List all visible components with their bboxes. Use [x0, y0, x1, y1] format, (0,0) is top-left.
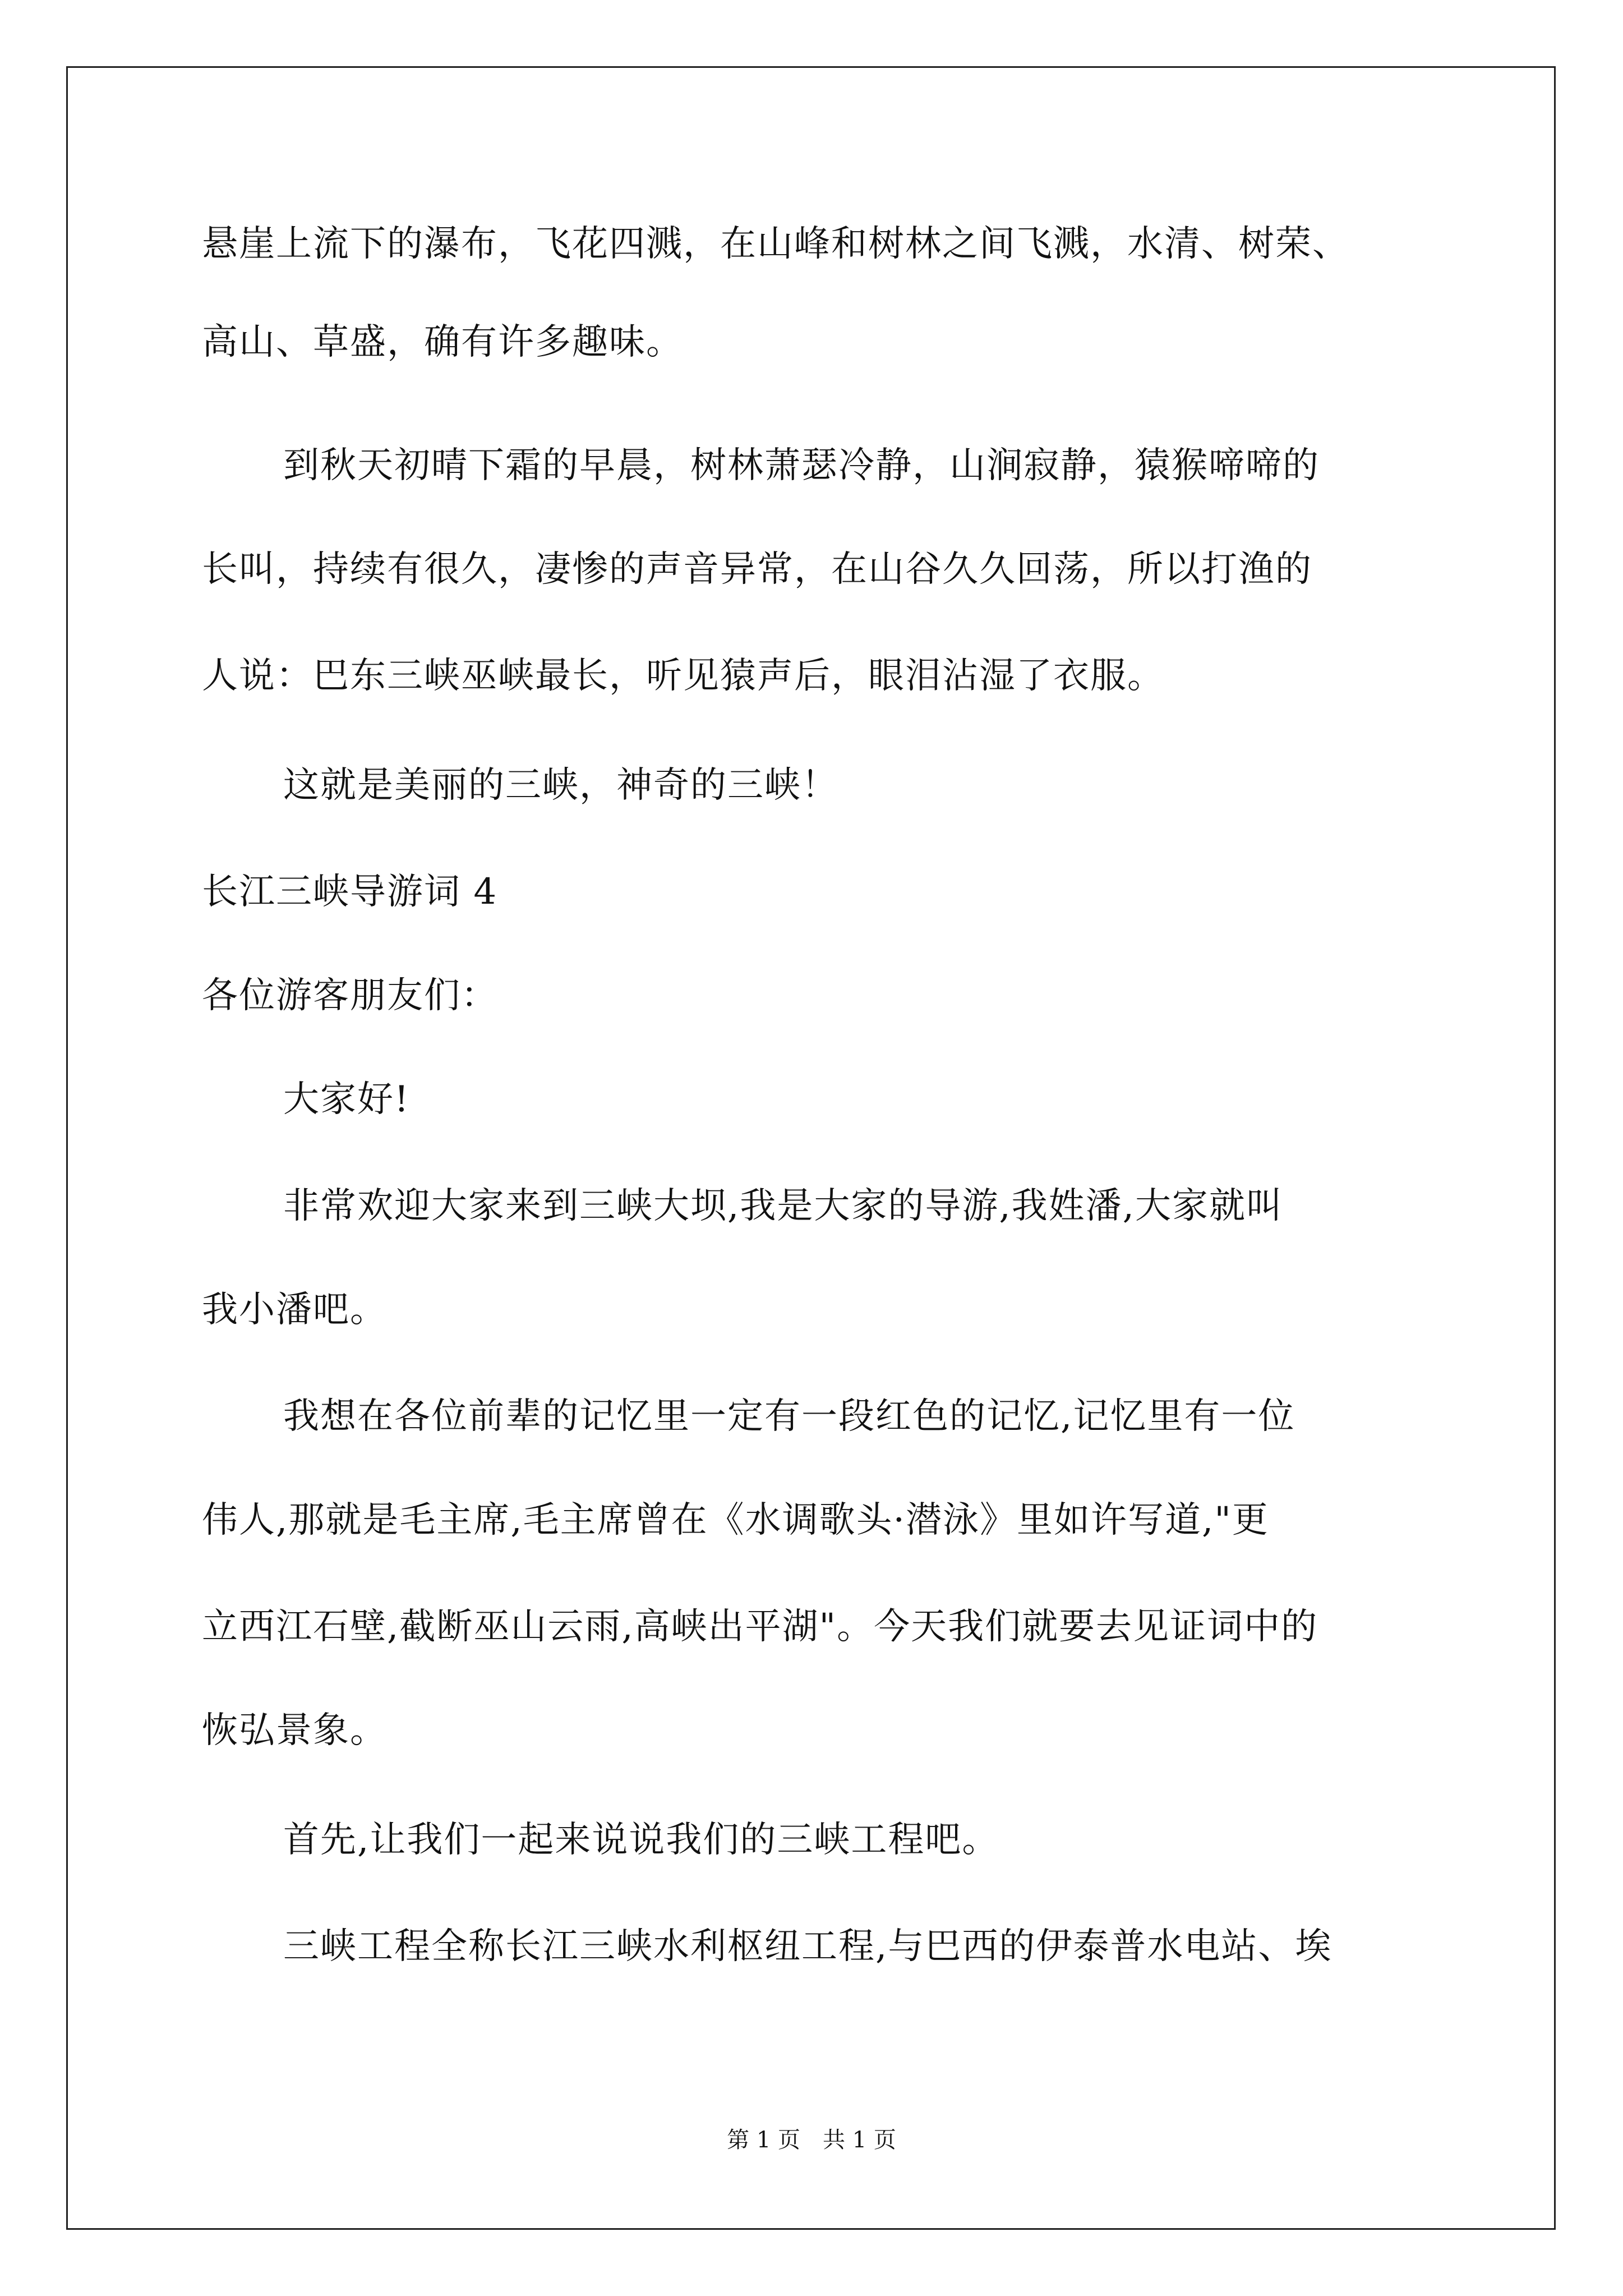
text-line-5: 人说：巴东三峡巫峡最长，听见猿声后，眼泪沾湿了衣服。 [202, 655, 1164, 697]
text-line-2: 高山、草盛，确有许多趣味。 [202, 321, 683, 363]
text-line-10: 非常欢迎大家来到三峡大坝,我是大家的导游,我姓潘,大家就叫 [283, 1185, 1284, 1227]
page-border [66, 66, 1556, 2230]
text-line-12: 我想在各位前辈的记忆里一定有一段红色的记忆,记忆里有一位 [283, 1396, 1295, 1437]
text-line-1: 悬崖上流下的瀑布，飞花四溅，在山峰和树林之间飞溅，水清、树荣、 [202, 223, 1349, 265]
section-heading: 长江三峡导游词 4 [202, 871, 498, 913]
text-line-11: 我小潘吧。 [202, 1289, 387, 1331]
text-line-4: 长叫，持续有很久，凄惨的声音异常，在山谷久久回荡，所以打渔的 [202, 549, 1312, 590]
text-line-15: 恢弘景象。 [202, 1710, 387, 1751]
text-line-13: 伟人,那就是毛主席,毛主席曾在《水调歌头·潜泳》里如许写道,"更 [202, 1499, 1269, 1541]
text-line-17: 三峡工程全称长江三峡水利枢纽工程,与巴西的伊泰普水电站、埃 [283, 1926, 1332, 1967]
text-line-9: 大家好! [283, 1079, 410, 1120]
text-line-3: 到秋天初晴下霜的早晨，树林萧瑟冷静，山涧寂静，猿猴啼啼的 [283, 445, 1320, 486]
text-line-16: 首先,让我们一起来说说我们的三峡工程吧。 [283, 1819, 999, 1861]
text-line-14: 立西江石壁,截断巫山云雨,高峡出平湖"。今天我们就要去见证词中的 [202, 1606, 1318, 1648]
page-number-footer: 第 1 页 共 1 页 [727, 2127, 896, 2153]
text-line-6: 这就是美丽的三峡，神奇的三峡！ [283, 765, 838, 806]
greeting-line: 各位游客朋友们： [202, 975, 498, 1016]
